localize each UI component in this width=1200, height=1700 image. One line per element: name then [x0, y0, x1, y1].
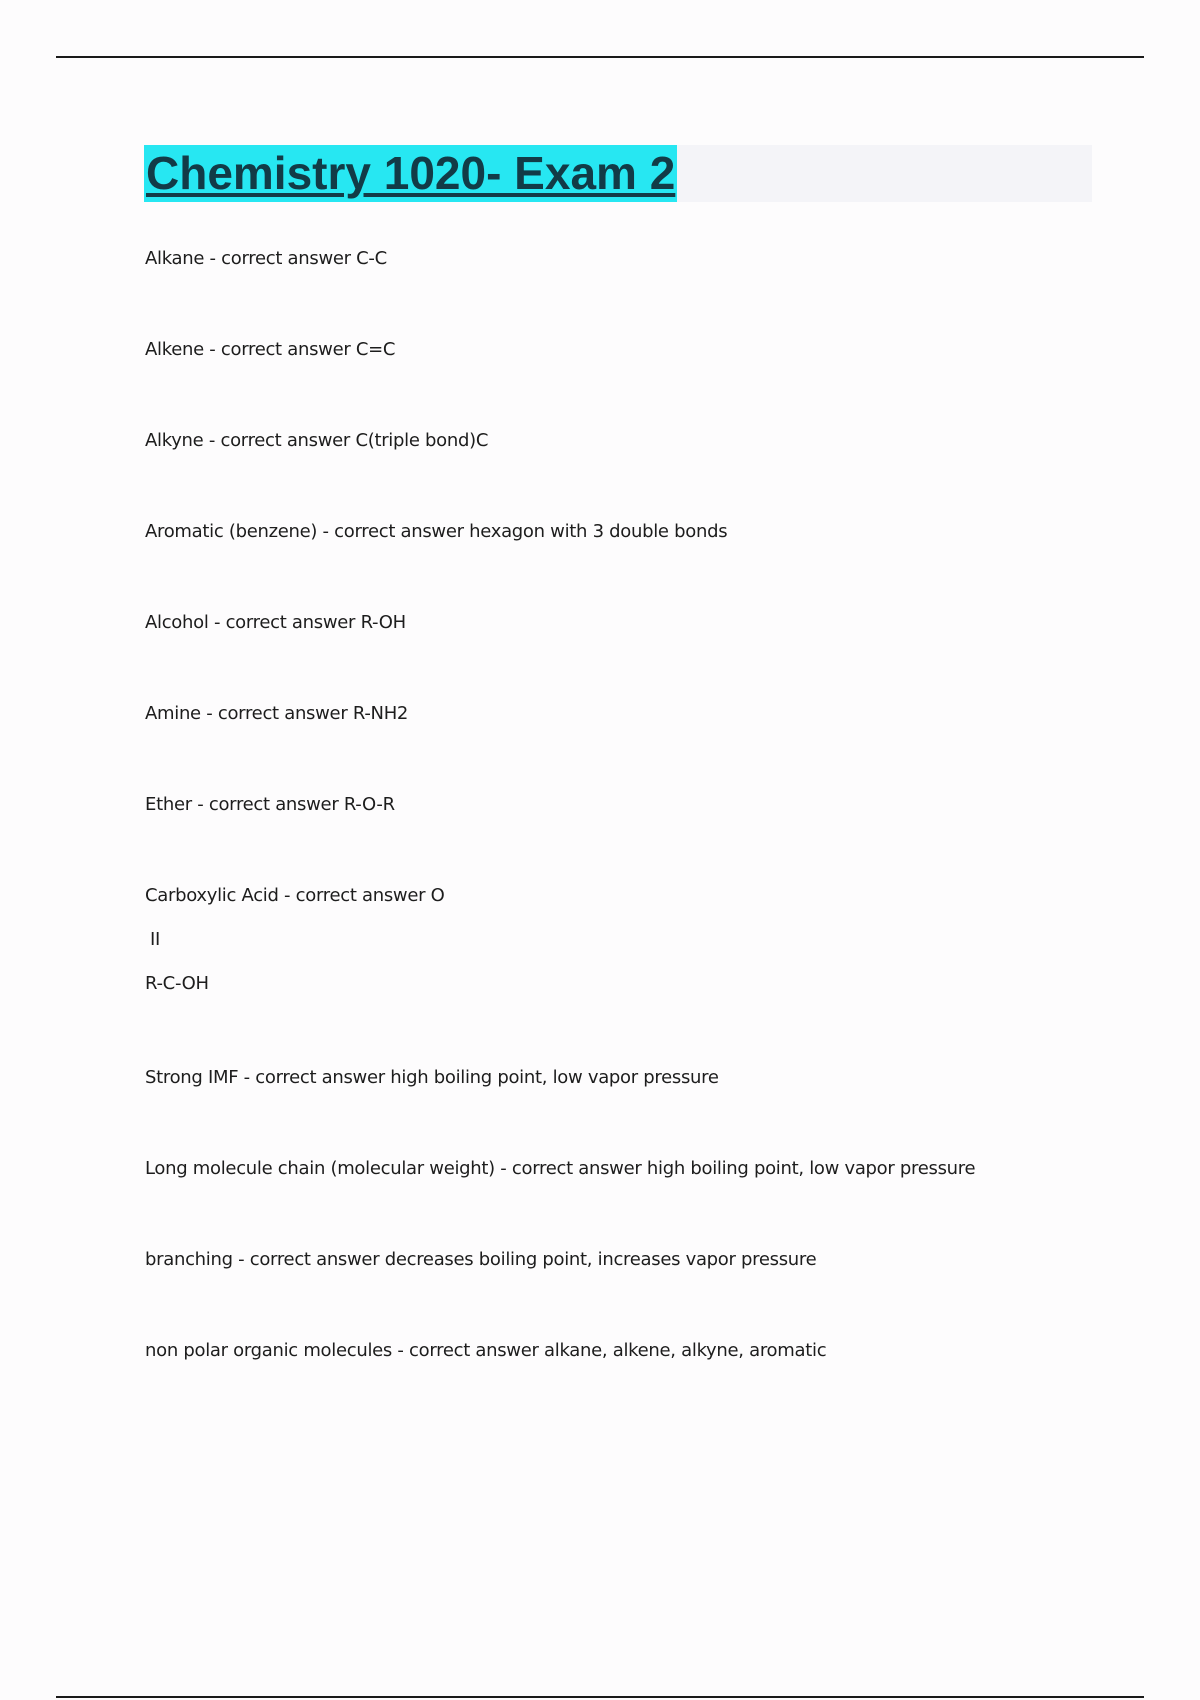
header-rule — [56, 56, 1144, 58]
entry-carboxylic-acid — [145, 885, 445, 994]
title-band — [144, 145, 1092, 202]
entry-long-molecule-chain: Long molecule chain (molecular weight) - correct answer high boiling point, low vapor pressure — [145, 1158, 976, 1179]
entry-amine: Amine - correct answer R-NH2 — [145, 703, 409, 724]
entry-alcohol: Alcohol - correct answer R-OH — [145, 612, 406, 633]
footer-rule — [56, 1696, 1144, 1698]
entry-carboxylic-acid-line-2: II — [150, 929, 161, 950]
entry-aromatic: Aromatic (benzene) - correct answer hexagon with 3 double bonds — [145, 521, 728, 542]
entry-alkyne: Alkyne - correct answer C(triple bond)C — [145, 430, 489, 451]
document-title: Chemistry 1020- Exam 2 — [144, 145, 677, 202]
entry-branching: branching - correct answer decreases boiling point, increases vapor pressure — [145, 1249, 817, 1270]
entry-carboxylic-acid-line-1: Carboxylic Acid - correct answer O — [145, 885, 445, 906]
entry-alkene: Alkene - correct answer C=C — [145, 339, 396, 360]
entry-carboxylic-acid-line-3: R-C-OH — [145, 973, 209, 994]
entry-ether: Ether - correct answer R-O-R — [145, 794, 395, 815]
entry-strong-imf: Strong IMF - correct answer high boiling point, low vapor pressure — [145, 1067, 719, 1088]
entry-alkane: Alkane - correct answer C-C — [145, 248, 387, 269]
entry-non-polar: non polar organic molecules - correct answer alkane, alkene, alkyne, aromatic — [145, 1340, 827, 1361]
